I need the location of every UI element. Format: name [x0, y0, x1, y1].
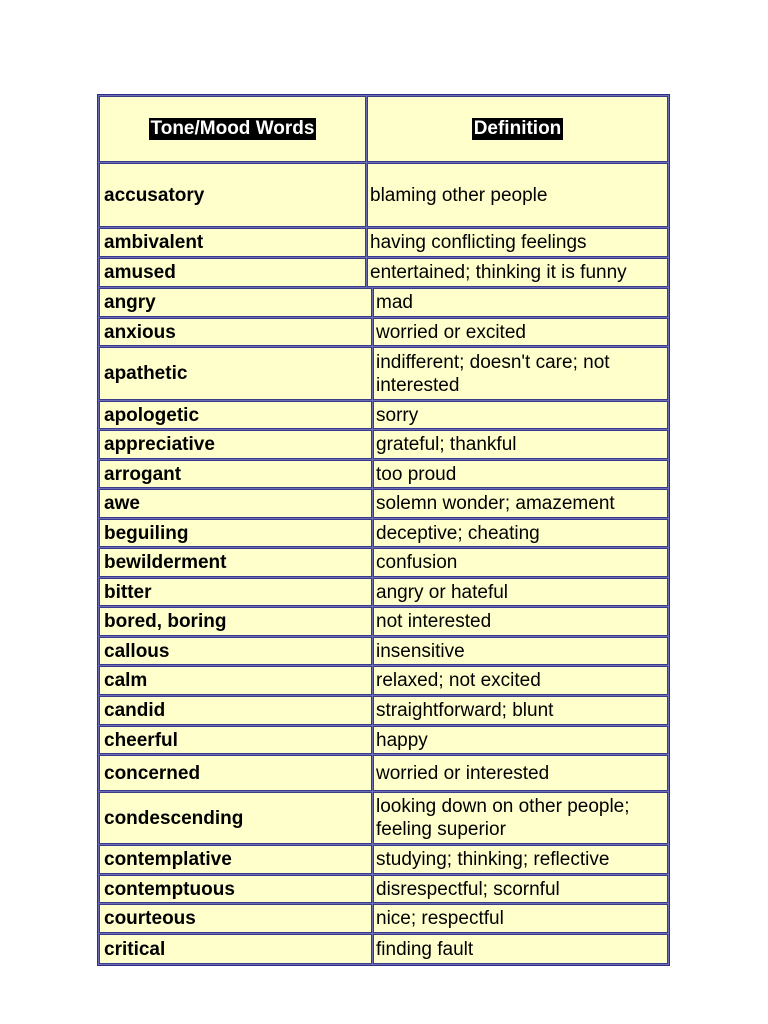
definition-cell: [373, 460, 668, 488]
definition-cell: [367, 163, 668, 227]
definition-cell: [373, 637, 668, 665]
term-cell: [99, 460, 372, 488]
term-cell-text: accusatory: [104, 184, 205, 206]
definition-cell-text: angry or hateful: [376, 581, 509, 603]
term-cell: [99, 726, 372, 754]
term-cell-text: bitter: [104, 581, 152, 603]
definition-cell: [373, 792, 668, 844]
definition-cell-text: looking down on other people; feeling superior: [376, 796, 630, 840]
definition-cell-text: straightforward; blunt: [376, 700, 554, 721]
definition-cell: [367, 228, 668, 257]
definition-cell: [373, 875, 668, 903]
definition-cell-text: relaxed; not excited: [376, 670, 541, 691]
definition-cell-text: disrespectful; scornful: [376, 878, 560, 900]
term-cell-text: amused: [104, 262, 176, 283]
definition-cell: [373, 607, 668, 636]
term-cell-text: apathetic: [104, 363, 188, 384]
term-cell-text: cheerful: [104, 729, 178, 751]
term-cell: [99, 904, 372, 933]
term-cell: [99, 489, 372, 518]
term-cell-text: courteous: [104, 908, 196, 929]
term-cell-text: awe: [104, 493, 140, 514]
term-cell-text: candid: [104, 700, 166, 721]
definition-cell-text: having conflicting feelings: [370, 232, 587, 253]
term-cell: [99, 578, 372, 606]
definition-cell: [373, 288, 668, 317]
term-cell: [99, 755, 372, 791]
term-cell-text: bewilderment: [104, 552, 227, 573]
term-cell-text: apologetic: [104, 404, 200, 426]
definition-cell-text: too proud: [376, 463, 457, 485]
definition-cell: [373, 318, 668, 346]
definition-cell: [373, 548, 668, 577]
term-cell-text: bored, boring: [104, 611, 227, 632]
term-cell-text: appreciative: [104, 434, 215, 455]
term-cell: [99, 696, 372, 725]
definition-cell: [373, 755, 668, 791]
definition-cell-text: happy: [376, 729, 428, 751]
definition-cell: [367, 258, 668, 287]
definition-cell: [373, 578, 668, 606]
definition-cell: [373, 726, 668, 754]
definition-cell-text: deceptive; cheating: [376, 522, 540, 544]
definition-cell-text: blaming other people: [370, 184, 548, 206]
definition-cell: [373, 489, 668, 518]
term-cell-text: contemptuous: [104, 878, 235, 900]
definition-cell: [373, 934, 668, 964]
header-term-cell: [99, 96, 366, 162]
definition-cell-text: nice; respectful: [376, 908, 504, 929]
definition-cell-text: finding fault: [376, 938, 474, 960]
definition-cell-text: solemn wonder; amazement: [376, 493, 615, 514]
term-cell: [99, 845, 372, 874]
header-term-cell-text: Tone/Mood Words: [150, 118, 315, 139]
term-cell-text: beguiling: [104, 522, 189, 544]
term-cell-text: contemplative: [104, 849, 232, 870]
definition-cell: [373, 666, 668, 695]
definition-cell-text: mad: [376, 292, 413, 313]
definition-cell: [373, 845, 668, 874]
definition-cell-text: worried or excited: [376, 321, 526, 343]
term-cell: [99, 318, 372, 346]
term-cell: [99, 288, 372, 317]
term-cell: [99, 430, 372, 459]
term-cell: [99, 934, 372, 964]
term-cell: [99, 258, 366, 287]
term-cell: [99, 792, 372, 844]
definition-cell-text: sorry: [376, 404, 419, 426]
term-cell-text: calm: [104, 670, 148, 691]
term-cell-text: angry: [104, 292, 156, 313]
definition-cell: [373, 401, 668, 429]
term-cell: [99, 519, 372, 547]
definition-cell-text: entertained; thinking it is funny: [370, 262, 627, 283]
term-cell-text: critical: [104, 938, 166, 960]
definition-cell: [373, 696, 668, 725]
term-cell: [99, 228, 366, 257]
definition-cell: [373, 347, 668, 400]
definition-cell-text: not interested: [376, 611, 492, 632]
definition-cell-text: studying; thinking; reflective: [376, 849, 610, 870]
definition-cell: [373, 519, 668, 547]
term-cell: [99, 607, 372, 636]
term-cell-text: condescending: [104, 807, 244, 829]
definition-cell: [373, 904, 668, 933]
definition-cell: [373, 430, 668, 459]
term-cell-text: anxious: [104, 321, 176, 343]
term-cell: [99, 875, 372, 903]
term-cell-text: callous: [104, 640, 170, 662]
definition-cell-text: confusion: [376, 552, 458, 573]
header-definition-cell-text: Definition: [473, 118, 562, 139]
term-cell: [99, 548, 372, 577]
term-cell-text: arrogant: [104, 463, 182, 485]
definition-cell-text: grateful; thankful: [376, 434, 517, 455]
definition-cell-text: indifferent; doesn't care; not interested: [376, 351, 610, 396]
term-cell: [99, 163, 366, 227]
term-cell-text: ambivalent: [104, 232, 204, 253]
definition-cell-text: worried or interested: [376, 762, 550, 784]
definition-cell-text: insensitive: [376, 640, 465, 662]
term-cell: [99, 347, 372, 400]
term-cell: [99, 637, 372, 665]
term-cell-text: concerned: [104, 762, 201, 784]
term-cell: [99, 666, 372, 695]
term-cell: [99, 401, 372, 429]
header-definition-cell: [367, 96, 668, 162]
